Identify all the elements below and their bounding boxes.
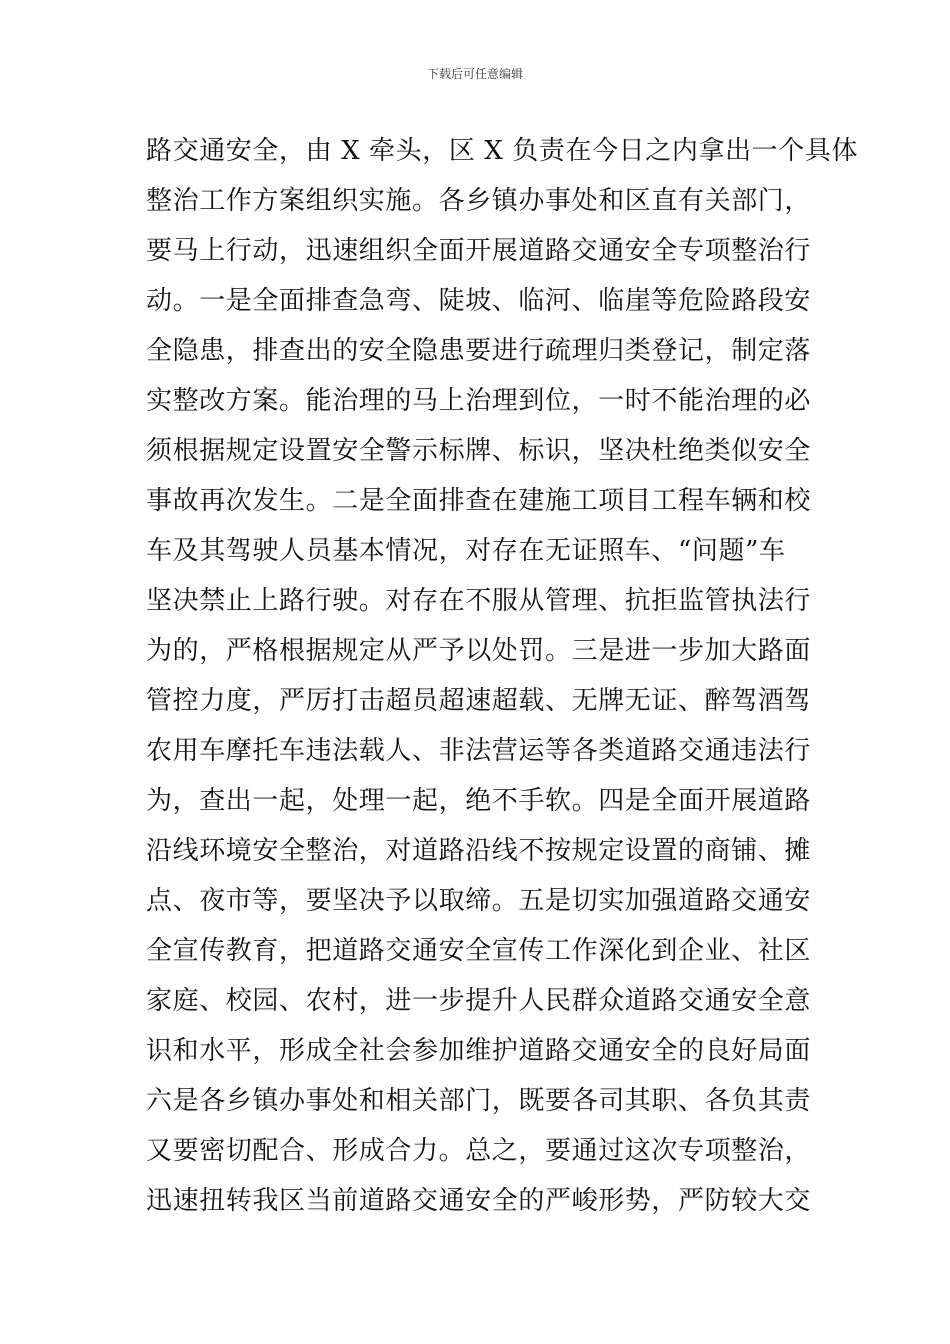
- text-line: 事故再次发生。二是全面排查在建施工项目工程车辆和校: [146, 486, 812, 516]
- text-line: 农用车摩托车违法载人、非法营运等各类道路交通违法行: [146, 736, 812, 766]
- text-line: 全宣传教育，把道路交通安全宣传工作深化到企业、社区: [146, 936, 812, 966]
- page-header: 下载后可任意编辑: [426, 67, 523, 81]
- text-line: 全隐患，排查出的安全隐患要进行疏理归类登记，制定落: [146, 336, 812, 366]
- text-line: 管控力度，严厉打击超员超速超载、无牌无证、醉驾酒驾: [146, 686, 812, 716]
- text-line: 须根据规定设置安全警示标牌、标识，坚决杜绝类似安全: [146, 436, 812, 466]
- text-line: 家庭、校园、农村，进一步提升人民群众道路交通安全意: [146, 986, 812, 1016]
- text-line: 迅速扭转我区当前道路交通安全的严峻形势，严防较大交: [146, 1186, 812, 1216]
- text-line: 坚决禁止上路行驶。对存在不服从管理、抗拒监管执法行: [146, 586, 812, 616]
- text-line: 要马上行动，迅速组织全面开展道路交通安全专项整治行: [146, 236, 812, 266]
- text-line: 沿线环境安全整治，对道路沿线不按规定设置的商铺、摊: [146, 836, 812, 866]
- text-line: 识和水平，形成全社会参加维护道路交通安全的良好局面: [146, 1036, 812, 1066]
- text-line: 车及其驾驶人员基本情况，对存在无证照车、“问题”车: [146, 536, 786, 566]
- text-line: 路交通安全，由 X 牵头，区 X 负责在今日之内拿出一个具体: [146, 136, 859, 166]
- text-line: 整治工作方案组织实施。各乡镇办事处和区直有关部门，: [146, 186, 812, 216]
- text-line: 为，查出一起，处理一起，绝不手软。四是全面开展道路: [146, 786, 812, 816]
- text-line: 实整改方案。能治理的马上治理到位，一时不能治理的必: [146, 386, 812, 416]
- text-line: 为的，严格根据规定从严予以处罚。三是进一步加大路面: [146, 636, 812, 666]
- text-line: 六是各乡镇办事处和相关部门，既要各司其职、各负其责: [146, 1086, 812, 1116]
- document-body: [146, 126, 859, 1226]
- text-line: 点、夜市等，要坚决予以取缔。五是切实加强道路交通安: [146, 886, 812, 916]
- text-line: 又要密切配合、形成合力。总之，要通过这次专项整治，: [146, 1136, 812, 1166]
- text-line: 动。一是全面排查急弯、陡坡、临河、临崖等危险路段安: [146, 286, 812, 316]
